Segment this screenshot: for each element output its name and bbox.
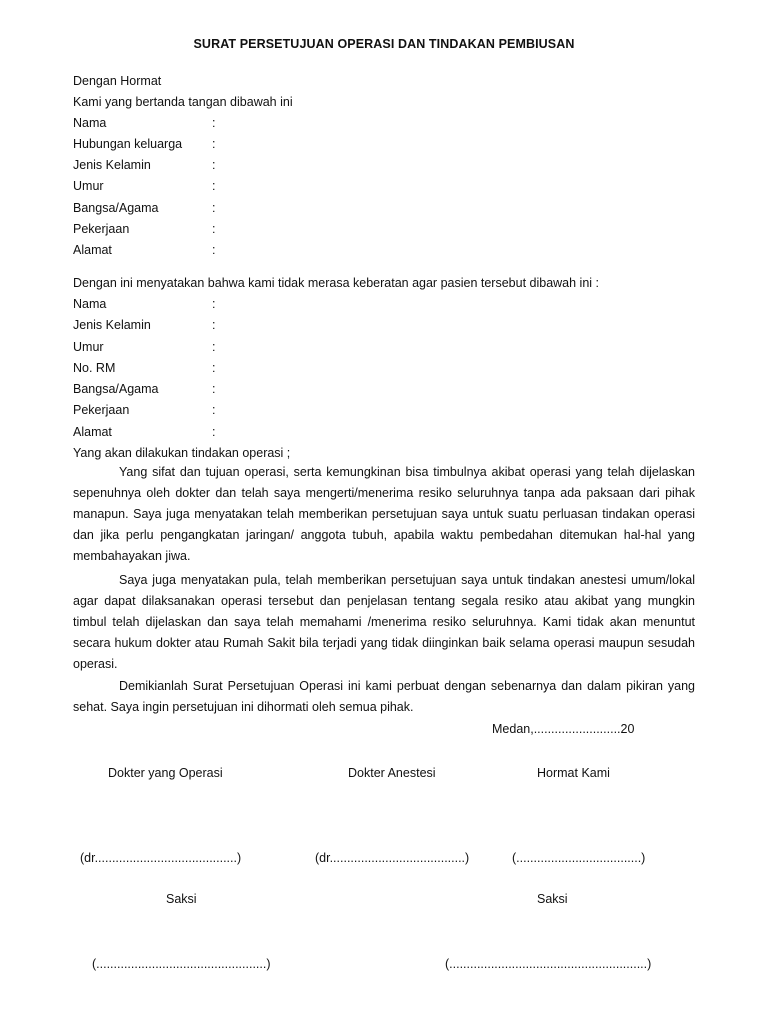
patient-field-age (73, 339, 233, 355)
field-colon: : (212, 403, 216, 417)
field-colon: : (212, 361, 216, 375)
witness-2-label: Saksi (537, 892, 568, 906)
intro-line: Kami yang bertanda tangan dibawah ini (73, 95, 293, 109)
signer-field-address (73, 242, 233, 258)
patient-field-address (73, 424, 233, 440)
respect-signature-label: Hormat Kami (537, 766, 610, 780)
witness-1-label: Saksi (166, 892, 197, 906)
witness-1-signature-line: (.................................................) (92, 957, 271, 971)
patient-field-gender (73, 317, 233, 333)
place-date: Medan,.........................20 (492, 722, 635, 736)
field-colon: : (212, 116, 216, 130)
signer-field-relation (73, 136, 233, 152)
field-label: No. RM (73, 361, 116, 375)
field-label: Alamat (73, 425, 112, 439)
field-colon: : (212, 243, 216, 257)
patient-field-name (73, 296, 233, 312)
field-colon: : (212, 137, 216, 151)
field-label: Nama (73, 116, 107, 130)
field-label: Hubungan keluarga (73, 137, 183, 151)
greeting: Dengan Hormat (73, 74, 162, 88)
field-colon: : (212, 340, 216, 354)
field-colon: : (212, 201, 216, 215)
field-label: Alamat (73, 243, 112, 257)
consent-paragraph-1: Yang sifat dan tujuan operasi, serta kemungkinan bisa timbulnya akibat operasi yang telah dijelaskan sepenuhnya oleh dokter dan telah saya mengerti/menerima resiko seluruhnya tanpa ada paksaan dari pihak manapun. Saya juga menyatakan telah memberikan persetujuan saya untuk suatu perluasan tindakan operasi dan jika perlu pengangkatan jaringan/ anggota tubuh, apabila waktu pembedahan ditemukan hal-hal yang membahayakan jiwa. (73, 465, 695, 563)
field-label: Pekerjaan (73, 403, 130, 417)
field-label: Bangsa/Agama (73, 382, 159, 396)
signer-field-nation-religion (73, 200, 233, 216)
surgeon-signature-line: (dr.........................................) (80, 851, 242, 865)
signer-field-age (73, 178, 233, 194)
signer-field-gender (73, 157, 233, 173)
signer-field-occupation (73, 221, 233, 237)
field-label: Pekerjaan (73, 222, 130, 236)
respect-signature-line: (....................................) (512, 851, 646, 865)
signer-field-name (73, 115, 233, 131)
field-colon: : (212, 222, 216, 236)
patient-field-medical-record (73, 360, 233, 376)
field-label: Jenis Kelamin (73, 158, 151, 172)
procedure-line: Yang akan dilakukan tindakan operasi ; (73, 446, 291, 460)
field-colon: : (212, 425, 216, 439)
field-label: Jenis Kelamin (73, 318, 151, 332)
anesthetist-signature-label: Dokter Anestesi (348, 766, 436, 780)
document-title: SURAT PERSETUJUAN OPERASI DAN TINDAKAN PEMBIUSAN (193, 37, 575, 51)
statement-line: Dengan ini menyatakan bahwa kami tidak merasa keberatan agar pasien tersebut dibawah ini : (73, 276, 600, 290)
field-colon: : (212, 318, 216, 332)
field-label: Nama (73, 297, 107, 311)
field-colon: : (212, 382, 216, 396)
patient-field-nation-religion (73, 381, 233, 397)
witness-2-signature-line: (.........................................................) (445, 957, 652, 971)
field-label: Bangsa/Agama (73, 201, 159, 215)
patient-field-occupation (73, 402, 233, 418)
field-label: Umur (73, 340, 104, 354)
surgeon-signature-label: Dokter yang Operasi (108, 766, 223, 780)
field-colon: : (212, 297, 216, 311)
field-label: Umur (73, 179, 104, 193)
field-colon: : (212, 158, 216, 172)
closing-paragraph: Demikianlah Surat Persetujuan Operasi ini kami perbuat dengan sebenarnya dan dalam pikiran yang sehat. Saya ingin persetujuan ini dihormati oleh semua pihak. (73, 679, 695, 714)
anesthetist-signature-line: (dr.......................................) (315, 851, 470, 865)
field-colon: : (212, 179, 216, 193)
consent-paragraph-2: Saya juga menyatakan pula, telah memberikan persetujuan saya untuk tindakan anestesi umum/lokal agar dapat dilaksanakan operasi tersebut dan penjelasan tentang segala resiko atau akibat yang mungkin timbul telah dijelaskan dan saya telah memahami /menerima resiko seluruhnya. Kami tidak akan menuntut secara hukum dokter atau Rumah Sakit bila terjadi yang tidak diinginkan baik selama operasi maupun sesudah operasi. (73, 573, 695, 671)
